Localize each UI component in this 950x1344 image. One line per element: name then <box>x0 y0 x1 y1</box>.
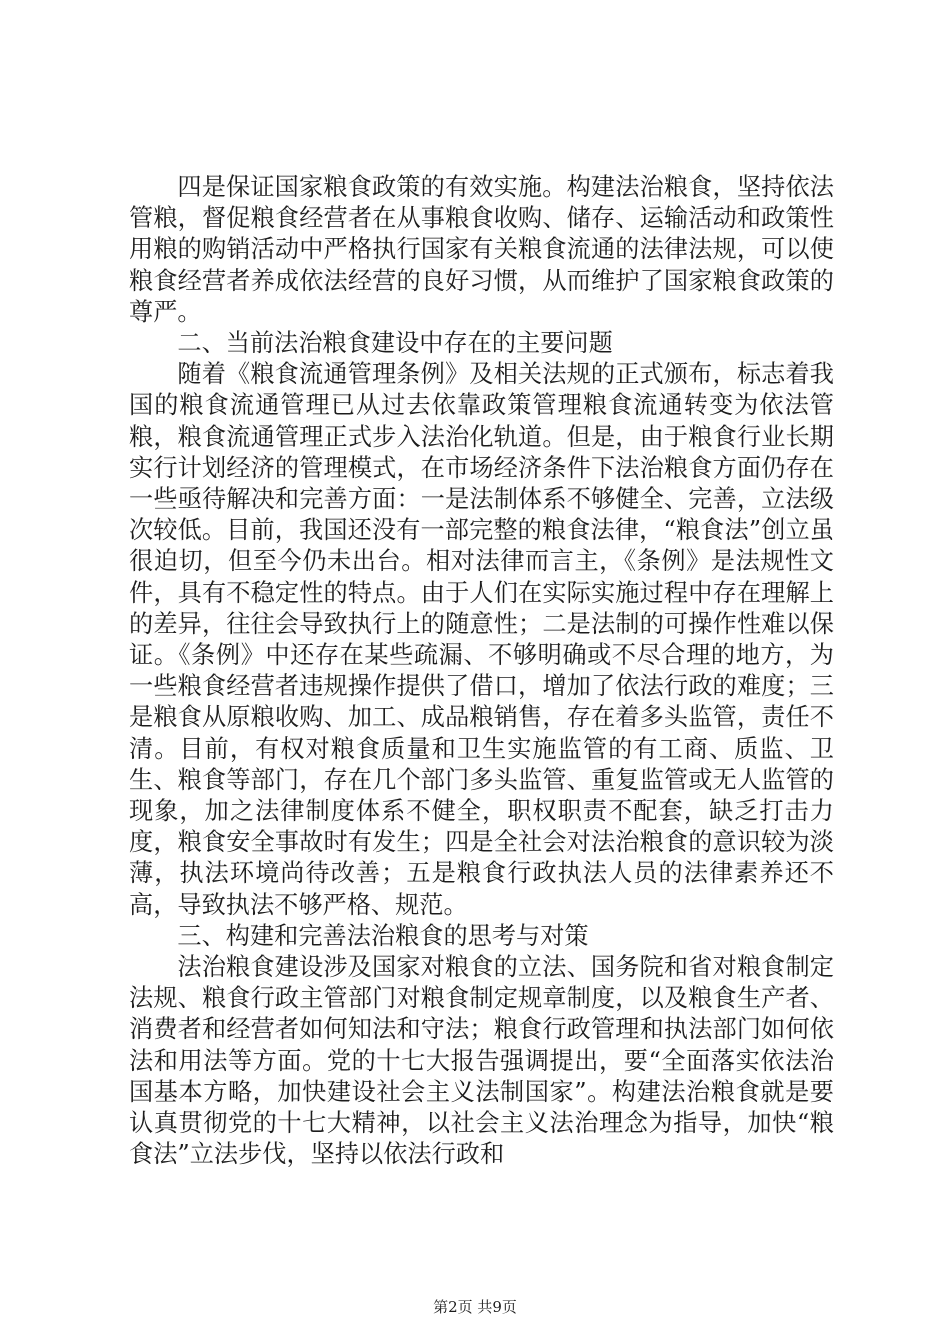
paragraph-policy-implementation: 四是保证国家粮食政策的有效实施。构建法治粮食，坚持依法管粮，督促粮食经营者在从事粮食收购、储存、运输活动和政策性用粮的购销活动中严格执行国家有关粮食流通的法律法规，可以使粮食经营者养成依法经营的良好习惯，从而维护了国家粮食政策的尊严。 <box>129 173 834 326</box>
paragraph-countermeasures: 法治粮食建设涉及国家对粮食的立法、国务院和省对粮食制定法规、粮食行政主管部门对粮食制定规章制度，以及粮食生产者、消费者和经营者如何知法和守法；粮食行政管理和执法部门如何依法和用法等方面。党的十七大报告强调提出，要“全面落实依法治国基本方略，加快建设社会主义法制国家”。构建法治粮食就是要认真贯彻党的十七大精神，以社会主义法治理念为指导，加快“粮食法”立法步伐，坚持以依法行政和 <box>129 953 834 1169</box>
document-body <box>129 172 834 1171</box>
section-heading-main-problems: 二、当前法治粮食建设中存在的主要问题 <box>177 329 613 358</box>
section-heading-countermeasures: 三、构建和完善法治粮食的思考与对策 <box>177 921 589 950</box>
page-footer: 第2页 共9页 <box>433 1298 517 1316</box>
paragraph-main-problems: 随着《粮食流通管理条例》及相关法规的正式颁布，标志着我国的粮食流通管理已从过去依靠政策管理粮食流通转变为依法管粮，粮食流通管理正式步入法治化轨道。但是，由于粮食行业长期实行计划经济的管理模式，在市场经济条件下法治粮食方面仍存在一些亟待解决和完善方面：一是法制体系不够健全、完善，立法级次较低。目前，我国还没有一部完整的粮食法律，“粮食法”创立虽很迫切，但至今仍未出台。相对法律而言主，《条例》是法规性文件，具有不稳定性的特点。由于人们在实际实施过程中存在理解上的差异，往往会导致执行上的随意性；二是法制的可操作性难以保证。《条例》中还存在某些疏漏、不够明确或不尽合理的地方，为一些粮食经营者违规操作提供了借口，增加了依法行政的难度；三是粮食从原粮收购、加工、成品粮销售，存在着多头监管，责任不清。目前，有权对粮食质量和卫生实施监管的有工商、质监、卫生、粮食等部门，存在几个部门多头监管、重复监管或无人监管的现象，加之法律制度体系不健全，职权职责不配套，缺乏打击力度，粮食安全事故时有发生；四是全社会对法治粮食的意识较为淡薄，执法环境尚待改善；五是粮食行政执法人员的法律素养还不高，导致执法不够严格、规范。 <box>129 360 834 919</box>
